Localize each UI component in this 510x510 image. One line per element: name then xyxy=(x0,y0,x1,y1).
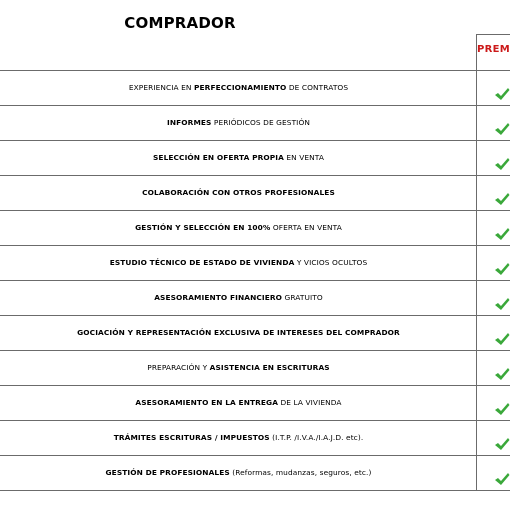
table-row-divider xyxy=(0,105,510,106)
feature-label-bold: ESTUDIO TÉCNICO DE ESTADO DE VIVIENDA xyxy=(109,258,295,267)
feature-label-bold: GESTIÓN Y SELECCIÓN EN 100% xyxy=(135,223,271,232)
table-row-divider xyxy=(0,280,510,281)
feature-label-bold: ASISTENCIA EN ESCRITURAS xyxy=(209,363,330,372)
plan-column-header: PREM xyxy=(477,44,510,55)
feature-label-bold: GESTIÓN DE PROFESIONALES xyxy=(105,468,230,477)
feature-label-bold: ASESORAMIENTO EN LA ENTREGA xyxy=(135,398,279,407)
feature-row-label xyxy=(0,328,477,337)
feature-label-bold: GOCIACIÓN Y REPRESENTACIÓN EXCLUSIVA DE INTERESES DEL COMPRADOR xyxy=(77,328,400,337)
checkmark-icon xyxy=(494,297,510,311)
table-row-divider xyxy=(0,350,510,351)
feature-row-label xyxy=(0,468,477,477)
feature-row-label xyxy=(0,363,477,372)
feature-label-bold: TRÁMITES ESCRITURAS / IMPUESTOS xyxy=(113,433,270,442)
checkmark-icon xyxy=(494,332,510,346)
checkmark-icon xyxy=(494,227,510,241)
table-row-divider xyxy=(0,245,510,246)
feature-label-text: OFERTA EN VENTA xyxy=(270,223,342,232)
feature-row-label xyxy=(0,153,477,162)
feature-row-label xyxy=(0,398,477,407)
feature-label-bold: COLABORACIÓN CON OTROS PROFESIONALES xyxy=(142,188,335,197)
feature-row-label xyxy=(0,258,477,267)
feature-label-text: PREPARACIÓN Y xyxy=(147,363,210,372)
checkmark-icon xyxy=(494,87,510,101)
feature-label-text: EN VENTA xyxy=(283,153,324,162)
checkmark-icon xyxy=(494,262,510,276)
feature-label-text: GRATUITO xyxy=(282,293,323,302)
feature-label-text: (Reformas, mudanzas, seguros, etc.) xyxy=(229,468,372,477)
feature-label-bold: INFORMES xyxy=(166,118,212,127)
table-row-divider xyxy=(0,210,510,211)
feature-row-label xyxy=(0,223,477,232)
checkmark-icon xyxy=(494,157,510,171)
checkmark-icon xyxy=(494,367,510,381)
checkmark-icon xyxy=(494,472,510,486)
table-row-divider xyxy=(0,490,510,491)
table-row-divider xyxy=(0,140,510,141)
feature-label-text: (I.T.P. /I.V.A./I.A.J.D. etc). xyxy=(269,433,364,442)
table-row-divider xyxy=(476,34,510,35)
feature-row-label xyxy=(0,293,477,302)
page-title: COMPRADOR xyxy=(124,14,236,32)
table-row-divider xyxy=(0,70,510,71)
feature-row-label xyxy=(0,83,477,92)
feature-row-label xyxy=(0,118,477,127)
table-row-divider xyxy=(0,385,510,386)
checkmark-icon xyxy=(494,192,510,206)
feature-label-text: DE CONTRATOS xyxy=(286,83,349,92)
table-row-divider xyxy=(0,420,510,421)
table-row-divider xyxy=(0,455,510,456)
feature-label-text: DE LA VIVIENDA xyxy=(278,398,342,407)
checkmark-icon xyxy=(494,402,510,416)
feature-label-text: PERIÓDICOS DE GESTIÓN xyxy=(211,118,311,127)
checkmark-icon xyxy=(494,122,510,136)
table-row-divider xyxy=(0,175,510,176)
feature-label-text: Y VICIOS OCULTOS xyxy=(294,258,368,267)
feature-row-label xyxy=(0,188,477,197)
table-row-divider xyxy=(0,315,510,316)
comparison-table xyxy=(0,34,510,494)
feature-label-bold: PERFECCIONAMIENTO xyxy=(194,83,287,92)
checkmark-icon xyxy=(494,437,510,451)
feature-label-text: EXPERIENCIA EN xyxy=(128,83,195,92)
feature-label-bold: SELECCIÓN EN OFERTA PROPIA xyxy=(153,153,284,162)
feature-row-label xyxy=(0,433,477,442)
feature-label-bold: ASESORAMIENTO FINANCIERO xyxy=(154,293,283,302)
